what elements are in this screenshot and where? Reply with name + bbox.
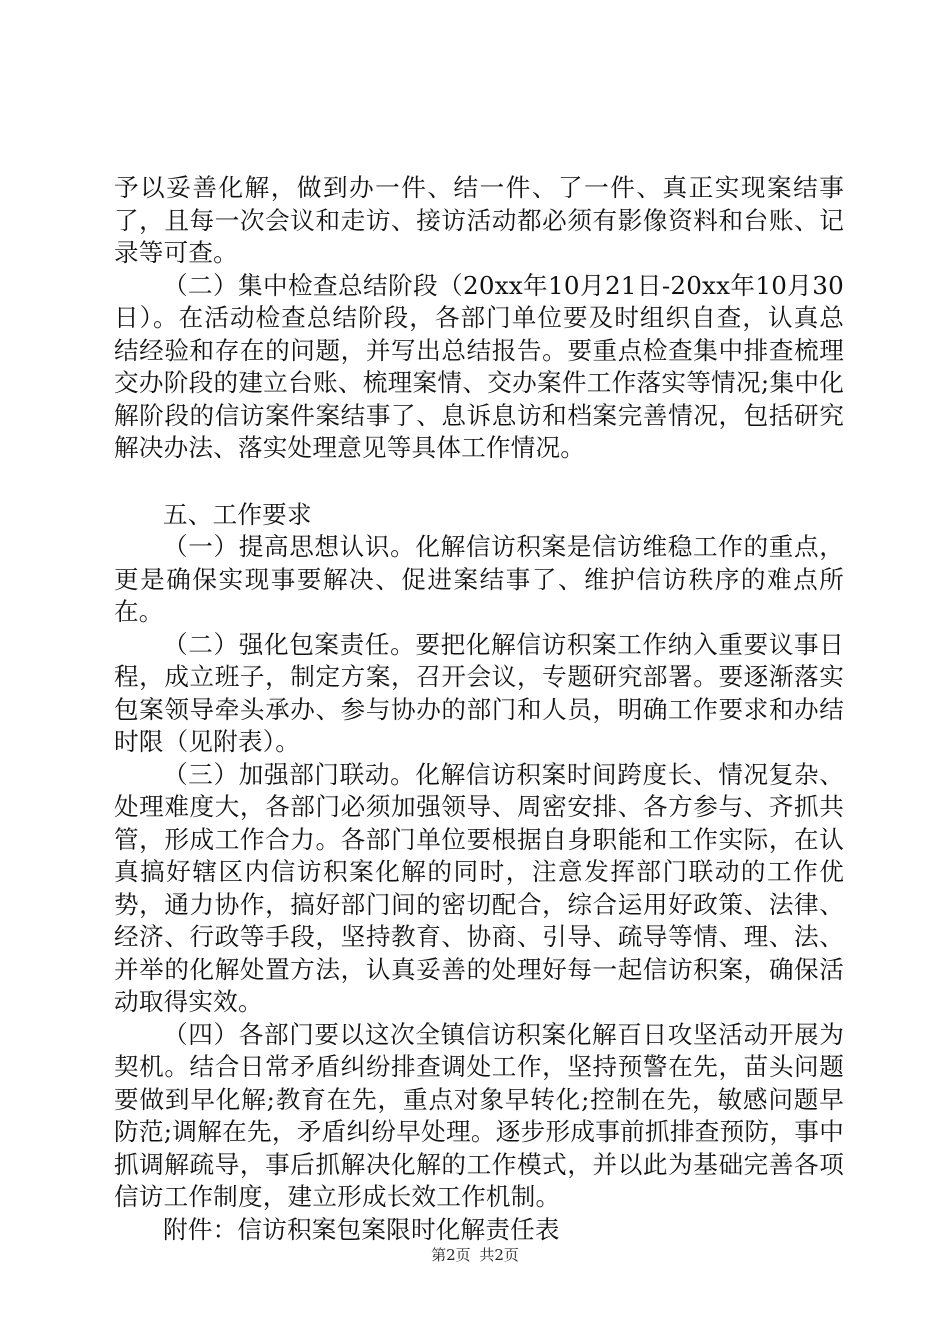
- paragraph-stage-two: （二）集中检查总结阶段（20xx年10月21日-20xx年10月30日）。在活动检查总结阶段，各部门单位要及时组织自查，认真总结经验和存在的问题，并写出总结报告。要重点检查集中排查梳理交办阶段的建立台账、梳理案情、交办案件工作落实等情况;集中化解阶段的信访案件案结事了、息诉息访和档案完善情况，包括研究解决办法、落实处理意见等具体工作情况。: [114, 270, 844, 462]
- section-heading: 五、工作要求: [163, 499, 312, 529]
- document-body: [114, 172, 844, 1246]
- paragraph-requirement-three: （三）加强部门联动。化解信访积案时间跨度长、情况复杂、处理难度大，各部门必须加强领导、周密安排、各方参与、齐抓共管，形成工作合力。各部门单位要根据自身职能和工作实际，在认真搞好辖区内信访积案化解的同时，注意发挥部门联动的工作优势，通力协作，搞好部门间的密切配合，综合运用好政策、法律、经济、行政等手段，坚持教育、协商、引导、疏导等情、理、法、并举的化解处置方法，认真妥善的处理好每一起信访积案，确保活动取得实效。: [114, 759, 844, 1016]
- page-number: 第2页: [431, 1246, 471, 1264]
- attachment-line: 附件：信访积案包案限时化解责任表: [163, 1214, 560, 1244]
- paragraph-requirement-four: （四）各部门要以这次全镇信访积案化解百日攻坚活动开展为契机。结合日常矛盾纠纷排查调处工作，坚持预警在先，苗头问题要做到早化解;教育在先，重点对象早转化;控制在先，敏感问题早防范;调解在先，矛盾纠纷早处理。逐步形成事前抓排查预防，事中抓调解疏导，事后抓解决化解的工作模式，并以此为基础完善各项信访工作制度，建立形成长效工作机制。: [114, 1019, 844, 1211]
- paragraph-requirement-one: （一）提高思想认识。化解信访积案是信访维稳工作的重点，更是确保实现事要解决、促进案结事了、维护信访秩序的难点所在。: [114, 532, 844, 626]
- page-footer: [0, 1244, 950, 1265]
- paragraph-continuation: 予以妥善化解，做到办一件、结一件、了一件、真正实现案结事了，且每一次会议和走访、接访活动都必须有影像资料和台账、记录等可查。: [114, 173, 844, 267]
- page-total: 共2页: [479, 1246, 519, 1264]
- paragraph-requirement-two: （二）强化包案责任。要把化解信访积案工作纳入重要议事日程，成立班子，制定方案，召开会议，专题研究部署。要逐渐落实包案领导牵头承办、参与协办的部门和人员，明确工作要求和办结时限（见附表）。: [114, 629, 844, 756]
